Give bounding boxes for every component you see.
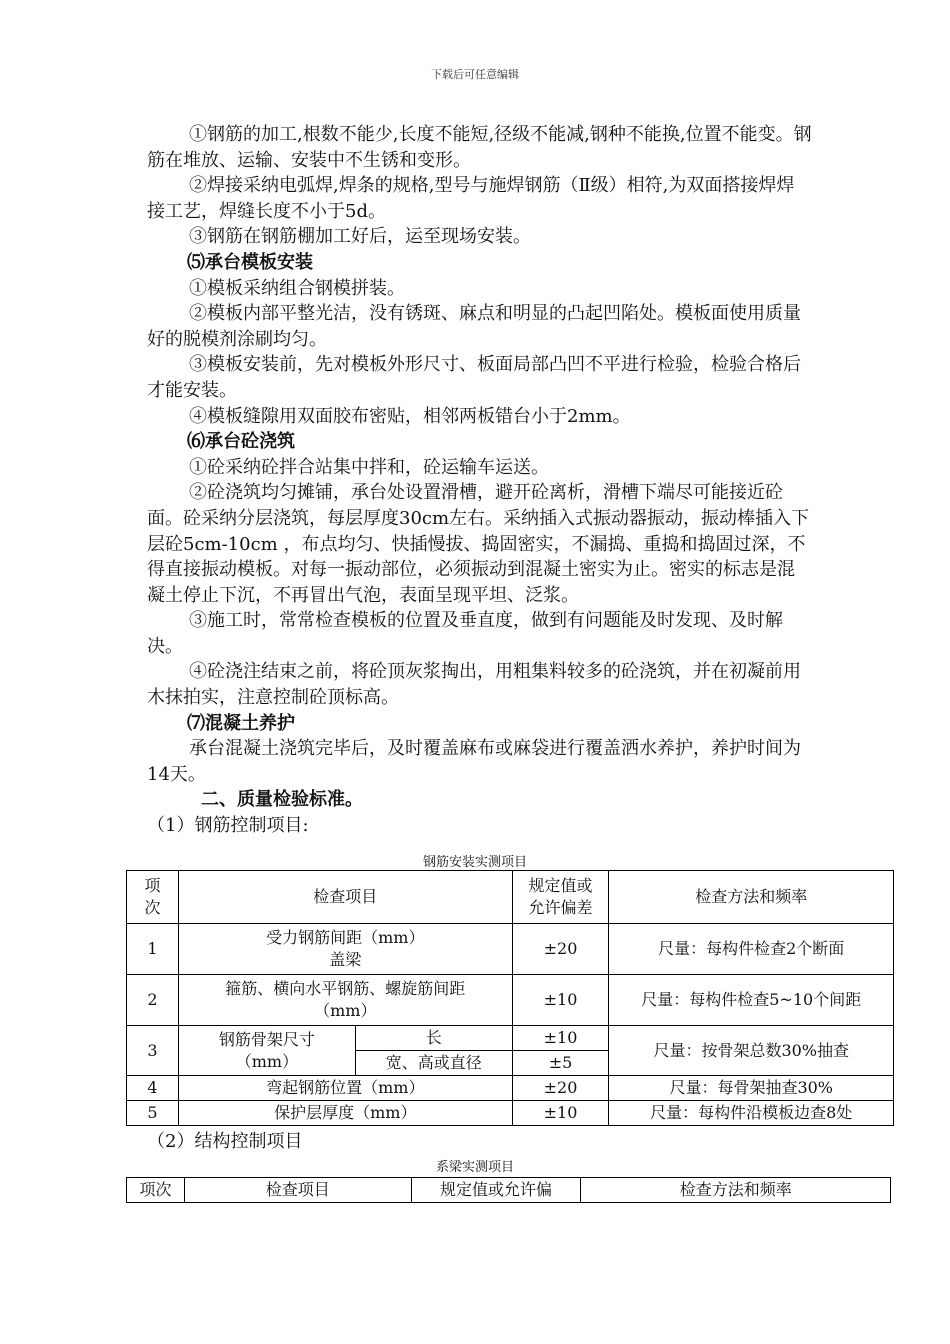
cell-no: 3: [127, 1026, 179, 1076]
table-row: [127, 1026, 894, 1051]
paragraph: 承台混凝土浇筑完毕后，及时覆盖麻布或麻袋进行覆盖洒水养护，养护时间为14天。: [147, 738, 801, 785]
cell-value: ±10: [512, 1101, 609, 1126]
cell-item: 钢筋骨架尺寸（mm）: [178, 1026, 355, 1076]
cell-item: 保护层厚度（mm）: [178, 1101, 512, 1126]
paragraph: ③钢筋在钢筋棚加工好后，运至现场安装。: [189, 226, 531, 248]
header-cell-item: 检查项目: [184, 1178, 411, 1203]
cell-no: 1: [127, 924, 179, 975]
cell-value: ±5: [512, 1051, 609, 1076]
tie-beam-inspection-table: [126, 1177, 891, 1203]
table-caption: 钢筋安装实测项目: [422, 855, 527, 870]
subsection-title: （2）结构控制项目: [147, 1131, 303, 1152]
table-row: [127, 1101, 894, 1126]
cell-method: 尺量：每构件检查5~10个间距: [609, 975, 894, 1026]
paragraph: ②模板内部平整光洁，没有锈斑、麻点和明显的凸起凹陷处。模板面使用质量好的脱模剂涂刷均匀。: [147, 303, 801, 350]
cell-item-line: 盖梁: [329, 950, 362, 969]
cell-no: 2: [127, 975, 179, 1026]
table-row: [127, 1076, 894, 1101]
table-row: [127, 924, 894, 975]
paragraph: ④模板缝隙用双面胶布密贴，相邻两板错台小于2mm。: [189, 405, 631, 427]
paragraph: ③施工时，常常检查模板的位置及垂直度，做到有问题能及时发现、及时解决。: [147, 610, 783, 657]
cell-subitem: 宽、高或直径: [355, 1051, 512, 1076]
cell-value: ±20: [512, 924, 609, 975]
cell-value: ±20: [512, 1076, 609, 1101]
chapter-heading: 二、质量检验标准。: [201, 789, 363, 811]
section-heading: ⑸承台模板安装: [187, 251, 313, 273]
cell-value: ±10: [512, 975, 609, 1026]
header-cell-method: 检查方法和频率: [581, 1178, 891, 1203]
paragraph: ③模板安装前，先对模板外形尺寸、板面局部凸凹不平进行检验，检验合格后才能安装。: [147, 354, 801, 401]
cell-no: 4: [127, 1076, 179, 1101]
cell-subitem: 长: [355, 1026, 512, 1051]
table-header-row: [127, 1178, 891, 1203]
cell-item-line: 受力钢筋间距（mm）: [266, 928, 425, 947]
paragraph: ④砼浇注结束之前，将砼顶灰浆掏出，用粗集料较多的砼浇筑，并在初凝前用木抹拍实，注意控制砼顶标高。: [147, 661, 801, 709]
header-cell-item: 检查项目: [178, 871, 512, 924]
paragraph: ②砼浇筑均匀摊铺，承台处设置滑槽，避开砼离析，滑槽下端尽可能接近砼面。砼采纳分层浇筑，每层厚度30cm左右。采纳插入式振动器振动，振动棒插入下层砼5cm-10cm ，布点均匀、快插慢拔、捣固密实，不漏捣、重捣和捣固过深，不得直接振动模板。对每一振动部位，必须振动到混凝土密实为止。密实的标志是混凝土停止下沉，不再冒出气泡，表面呈现平坦、泛浆。: [147, 482, 810, 606]
cell-item: 弯起钢筋位置（mm）: [178, 1076, 512, 1101]
cell-no: 5: [127, 1101, 179, 1126]
table-row: [127, 975, 894, 1026]
header-cell-no: 项次: [127, 871, 179, 924]
table-header-row: [127, 871, 894, 924]
table-caption: 系梁实测项目: [435, 1160, 514, 1175]
header-cell-no: 项次: [127, 1178, 185, 1203]
paragraph: ②焊接采纳电弧焊,焊条的规格,型号与施焊钢筋（Ⅱ级）相符,为双面搭接焊焊接工艺，焊缝长度不小于5d。: [147, 175, 795, 222]
cell-item: 箍筋、横向水平钢筋、螺旋筋间距（mm）: [178, 975, 512, 1026]
cell-item: [178, 924, 512, 975]
body-text: [147, 122, 812, 839]
rebar-inspection-table: [126, 870, 894, 1126]
header-cell-value: 规定值或允许偏: [411, 1178, 581, 1203]
paragraph: ①模板采纳组合钢模拼装。: [189, 277, 405, 299]
header-cell-value: 规定值或允许偏差: [512, 871, 609, 924]
cell-value: ±10: [512, 1026, 609, 1051]
paragraph: ①钢筋的加工,根数不能少,长度不能短,径级不能减,钢种不能换,位置不能变。钢筋在堆放、运输、安装中不生锈和变形。: [147, 124, 812, 171]
paragraph: ①砼采纳砼拌合站集中拌和，砼运输车运送。: [189, 456, 549, 478]
cell-method: 尺量：每骨架抽查30%: [609, 1076, 894, 1101]
cell-method: 尺量：每构件检查2个断面: [609, 924, 894, 975]
cell-method: 尺量：每构件沿模板边查8处: [609, 1101, 894, 1126]
section-heading: ⑺混凝土养护: [187, 712, 295, 734]
cell-method: 尺量：按骨架总数30%抽查: [609, 1026, 894, 1076]
header-cell-method: 检查方法和频率: [609, 871, 894, 924]
subsection-title: （1）钢筋控制项目:: [147, 815, 309, 837]
page-header: 下载后可任意编辑: [431, 68, 519, 81]
section-heading: ⑹承台砼浇筑: [187, 431, 295, 453]
